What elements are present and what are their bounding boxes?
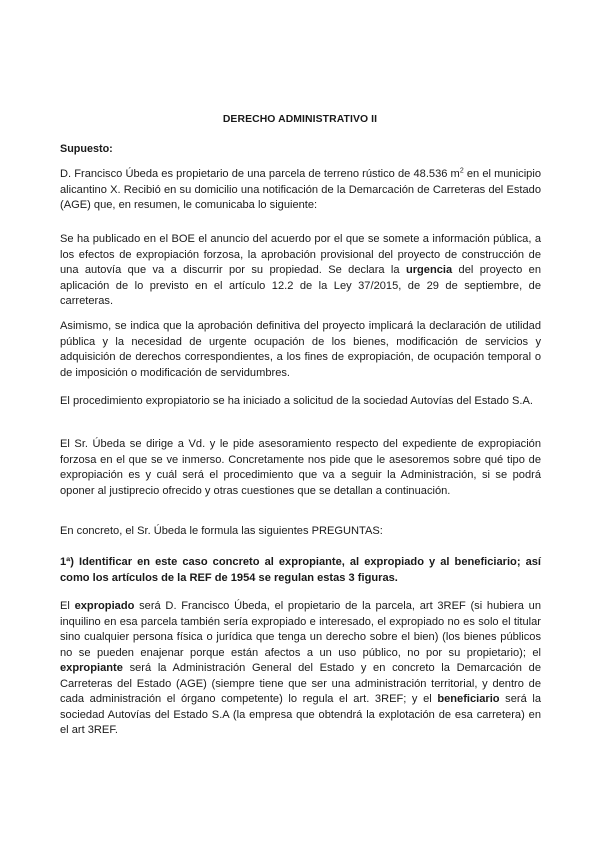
answer-1-text-4: será la sociedad Autovías del Estado S.A (la empresa que obtendrá la explotación de esa carretera) en el art 3REF. <box>60 693 541 736</box>
paragraph-1 <box>60 167 541 214</box>
expropiado-bold: expropiado <box>74 600 135 612</box>
paragraph-3: Asimismo, se indica que la aprobación definitiva del proyecto implicará la declaración de utilidad pública y la necesidad de urgente ocupación de los bienes, modificación de servicios y adquisición de derechos correspondientes, a los fines de expropiación, de ocupación temporal o de imposición o modificación de servidumbres. <box>60 320 541 379</box>
paragraph-6: En concreto, el Sr. Úbeda le formula las siguientes PREGUNTAS: <box>60 525 383 537</box>
paragraph-2 <box>60 232 541 310</box>
beneficiario-bold: beneficiario <box>437 693 500 705</box>
expropiante-bold: expropiante <box>60 662 123 674</box>
paragraph-2-text-b: del proyecto en aplicación de lo previsto en el artículo 12.2 de la Ley 37/2015, de 29 de septiembre, de carreteras. <box>60 264 541 307</box>
paragraph-5: El Sr. Úbeda se dirige a Vd. y le pide asesoramiento respecto del expediente de expropiación forzosa en el que se ve inmerso. Concretamente nos pide que le asesoremos sobre qué tipo de expropiación es y cuál será el procedimiento que va a seguir la Administración, si se podrá oponer al justiprecio ofrecido y otras cuestiones que se detallan a continuación. <box>60 438 541 497</box>
paragraph-1-text-b: en el municipio alicantino X. Recibió en su domicilio una notificación de la Demarcación de Carreteras del Estado (AGE) que, en resumen, le comunicaba lo siguiente: <box>60 168 541 211</box>
document-title: DERECHO ADMINISTRATIVO II <box>222 114 378 125</box>
section-label: Supuesto: <box>60 143 113 155</box>
answer-1-text-3: será la Administración General del Estado y en concreto la Demarcación de Carreteras del Estado (AGE) (siempre tiene que ser una administración territorial, y dentro de cada administración el órgano competente) lo regula el art. 3REF; y el <box>60 662 541 705</box>
answer-1 <box>60 599 541 739</box>
answer-1-text-1: El <box>60 600 75 612</box>
paragraph-2-text-a: Se ha publicado en el BOE el anuncio del acuerdo por el que se somete a información pública, a los efectos de expropiación forzosa, la aprobación provisional del proyecto de construcción de una autovía que va a discurrir por su propiedad. Se declara la <box>60 233 541 276</box>
question-1: 1ª) Identificar en este caso concreto al expropiante, al expropiado y al beneficiario; así como los artículos de la REF de 1954 se regulan estas 3 figuras. <box>60 556 541 584</box>
superscript-2: 2 <box>459 167 464 175</box>
paragraph-1-text-a: D. Francisco Úbeda es propietario de una parcela de terreno rústico de 48.536 m <box>60 168 460 180</box>
paragraph-4: El procedimiento expropiatorio se ha iniciado a solicitud de la sociedad Autovías del Estado S.A. <box>60 395 534 407</box>
urgencia-bold: urgencia <box>405 264 453 276</box>
answer-1-text-2: será D. Francisco Úbeda, el propietario de la parcela, art 3REF (si hubiera un inquilino en esa parcela también sería expropiado e interesado, el expropiado no es solo el titular sino cualquier persona física o jurídica que tenga un derecho sobre el bien) (los bienes públicos no se pueden enajenar porque están afectos a un uso público, no por su propietario); el <box>60 600 541 659</box>
